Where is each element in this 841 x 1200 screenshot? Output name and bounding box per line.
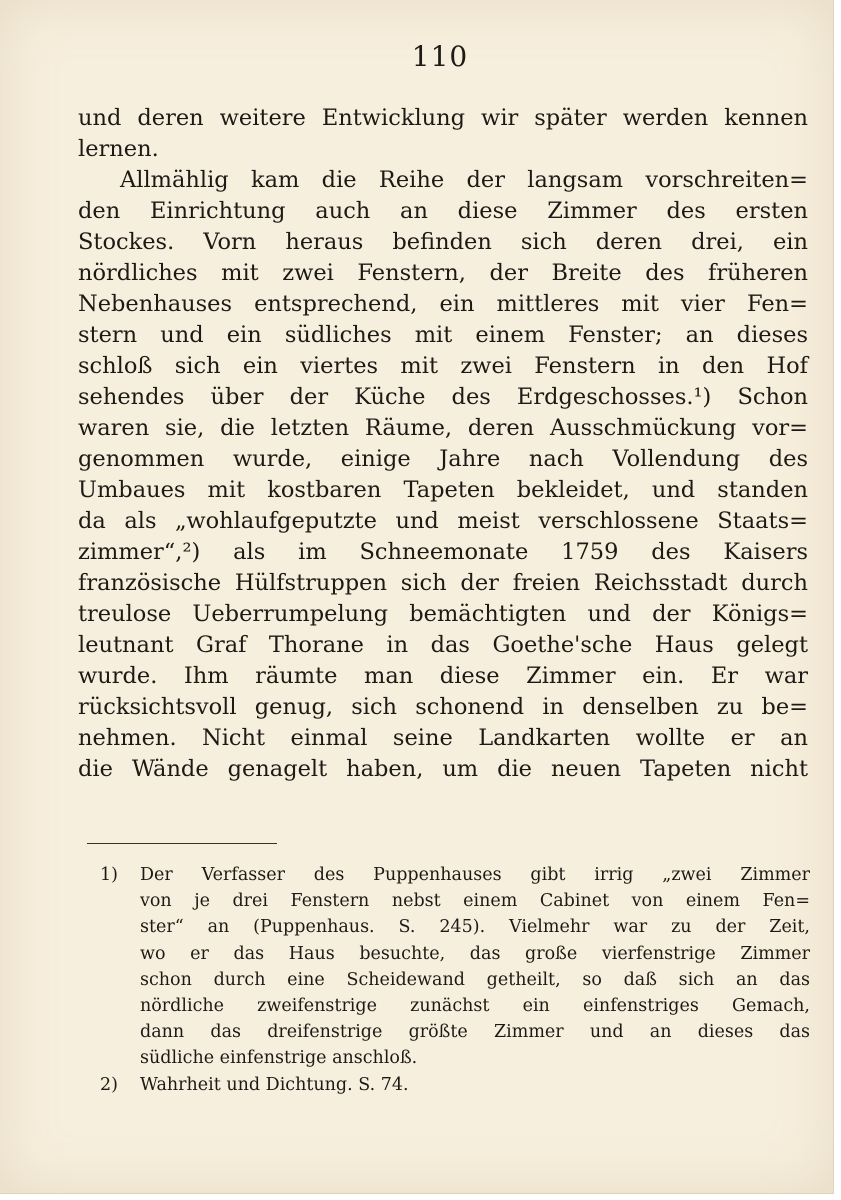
footnote-line: wo er das Haus besuchte, das große vierfenstrige Zimmer [140,943,810,964]
footnote-line: ster“ an (Puppenhaus. S. 245). Vielmehr war zu der Zeit, [140,917,810,938]
footnote-number: 1) [100,865,118,885]
footnote-line: südliche einfenstrige anschloß. [140,1048,418,1069]
footnote-line: dann das dreifenstrige größte Zimmer und an dieses das [140,1022,810,1043]
text-line: schloß sich ein viertes mit zwei Fenstern in den Hof [78,353,808,379]
text-line: Nebenhauses entsprechend, ein mittleres mit vier Fen= [78,291,808,317]
footnote-line [100,1072,810,1098]
footnote-line: schon durch eine Scheidewand getheilt, so daß sich an das [140,969,810,990]
text-line: zimmer“,²) als im Schneemonate 1759 des Kaisers [78,539,808,565]
text-line: nördliches mit zwei Fenstern, der Breite des früheren [78,260,808,286]
text-line: nehmen. Nicht einmal seine Landkarten wollte er an [78,725,808,751]
text-line: Allmählig kam die Reihe der langsam vorschreiten= [120,167,808,193]
footnote-line: von je drei Fenstern nebst einem Cabinet von einem Fen= [140,891,810,912]
footnote-line [100,862,810,888]
text-line: Umbaues mit kostbaren Tapeten bekleidet, und standen [78,477,808,503]
text-line: wurde. Ihm räumte man diese Zimmer ein. Er war [78,663,808,689]
page-number: 110 [411,40,469,73]
footnote-text: Wahrheit und Dichtung. S. 74. [140,1074,409,1095]
text-line: lernen. [78,136,159,162]
footnote-divider [87,843,277,844]
footnote-number: 2) [100,1074,118,1095]
text-line: treulose Ueberrumpelung bemächtigten und der Königs= [78,601,808,627]
body-text [78,103,808,785]
text-line: französische Hülfstruppen sich der freien Reichsstadt durch [78,570,808,596]
text-line: leutnant Graf Thorane in das Goethe'sche Haus gelegt [78,632,808,658]
text-line: sehendes über der Küche des Erdgeschosses.¹) Schon [78,384,808,410]
text-line: rücksichtsvoll genug, sich schonend in denselben zu be= [78,694,808,720]
footnote-text: Der Verfasser des Puppenhauses gibt irrig „zwei Zimmer [140,865,810,885]
text-line: und deren weitere Entwicklung wir später werden kennen [78,105,808,131]
text-line: den Einrichtung auch an diese Zimmer des ersten [78,198,808,224]
text-line: genommen wurde, einige Jahre nach Vollendung des [78,446,808,472]
text-line: waren sie, die letzten Räume, deren Ausschmückung vor= [78,415,808,441]
text-line: Stockes. Vorn heraus befinden sich deren drei, ein [78,229,808,255]
text-line: die Wände genagelt haben, um die neuen Tapeten nicht [78,756,808,782]
footnotes [100,862,810,1098]
footnote-line: nördliche zweifenstrige zunächst ein einfenstriges Gemach, [140,995,810,1016]
text-line: da als „wohlaufgeputzte und meist verschlossene Staats= [78,508,808,534]
text-line: stern und ein südliches mit einem Fenster; an dieses [78,322,808,348]
